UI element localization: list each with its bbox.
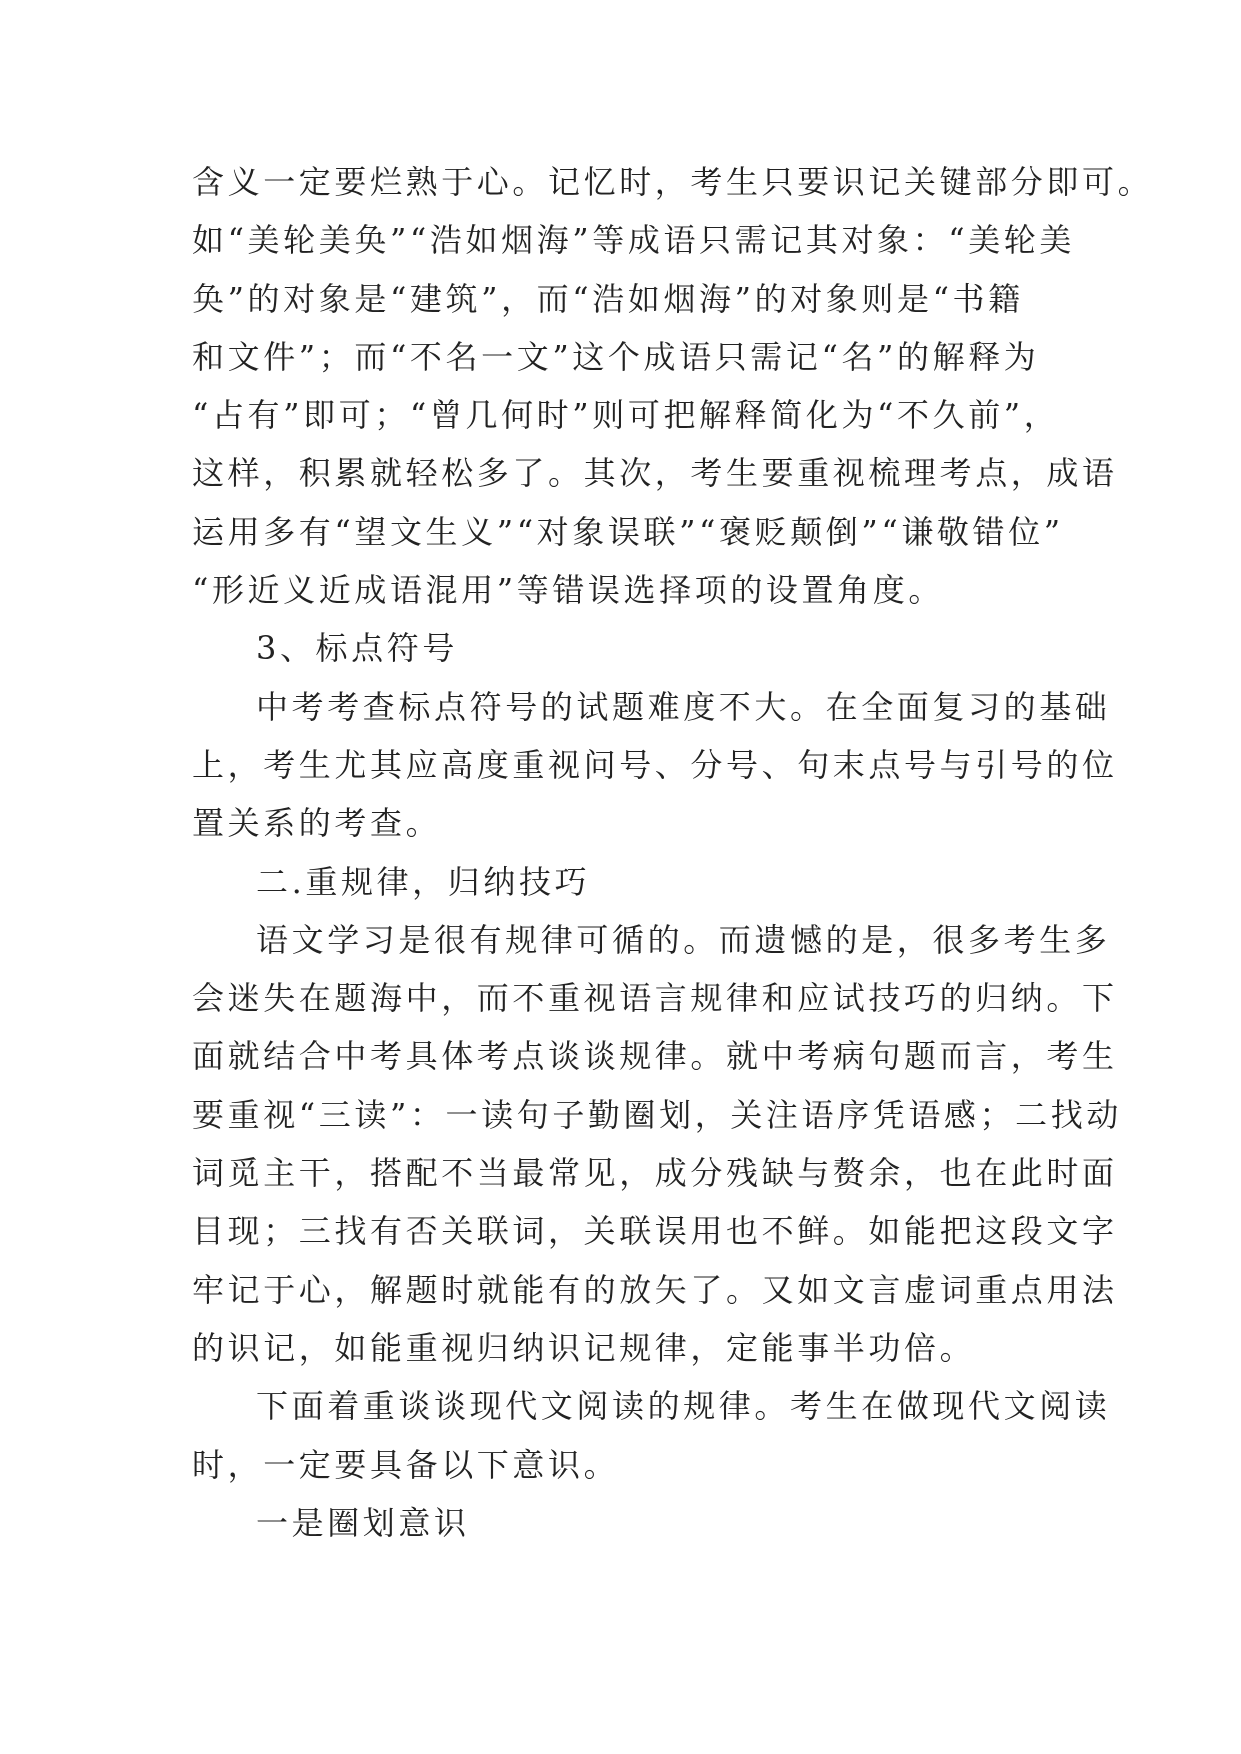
text-line: 和文件”；而“不名一文”这个成语只需记“名”的解释为 — [192, 337, 1040, 376]
text-line: “占有”即可；“曾几何时”则可把解释简化为“不久前”， — [192, 396, 1060, 435]
text-line: 的识记，如能重视归纳识记规律，定能事半功倍。 — [192, 1328, 976, 1367]
text-line: 运用多有“望文生义”“对象误联”“褒贬颠倒”“谦敬错位” — [192, 512, 1064, 551]
section-heading: 一是圈划意识 — [256, 1503, 470, 1542]
text-line: 这样，积累就轻松多了。其次，考生要重视梳理考点，成语 — [192, 454, 1118, 493]
text-line: 会迷失在题海中，而不重视语言规律和应试技巧的归纳。下 — [192, 979, 1118, 1018]
text-line: “形近义近成语混用”等错误选择项的设置角度。 — [192, 571, 944, 610]
section-heading: 二.重规律，归纳技巧 — [256, 862, 591, 901]
text-line: 语文学习是很有规律可循的。而遗憾的是，很多考生多 — [256, 920, 1111, 959]
section-heading: 3、标点符号 — [256, 629, 458, 668]
text-line: 如“美轮美奂”“浩如烟海”等成语只需记其对象：“美轮美 — [192, 221, 1075, 260]
text-line: 置关系的考查。 — [192, 804, 442, 843]
text-line: 目现；三找有否关联词，关联误用也不鲜。如能把这段文字 — [192, 1212, 1118, 1251]
text-line: 时，一定要具备以下意识。 — [192, 1445, 620, 1484]
text-line: 下面着重谈谈现代文阅读的规律。考生在做现代文阅读 — [256, 1387, 1111, 1426]
text-line: 面就结合中考具体考点谈谈规律。就中考病句题而言，考生 — [192, 1037, 1118, 1076]
text-line: 词觅主干，搭配不当最常见，成分残缺与赘余，也在此时面 — [192, 1154, 1118, 1193]
text-line: 上，考生尤其应高度重视问号、分号、句末点号与引号的位 — [192, 745, 1118, 784]
text-line: 牢记于心，解题时就能有的放矢了。又如文言虚词重点用法 — [192, 1270, 1118, 1309]
body-text — [192, 153, 1154, 1552]
text-line: 奂”的对象是“建筑”，而“浩如烟海”的对象则是“书籍 — [192, 279, 1024, 318]
text-line: 中考考查标点符号的试题难度不大。在全面复习的基础 — [256, 687, 1111, 726]
text-line: 含义一定要烂熟于心。记忆时，考生只要识记关键部分即可。 — [192, 163, 1154, 201]
text-line: 要重视“三读”：一读句子勤圈划，关注语序凭语感；二找动 — [192, 1095, 1122, 1134]
